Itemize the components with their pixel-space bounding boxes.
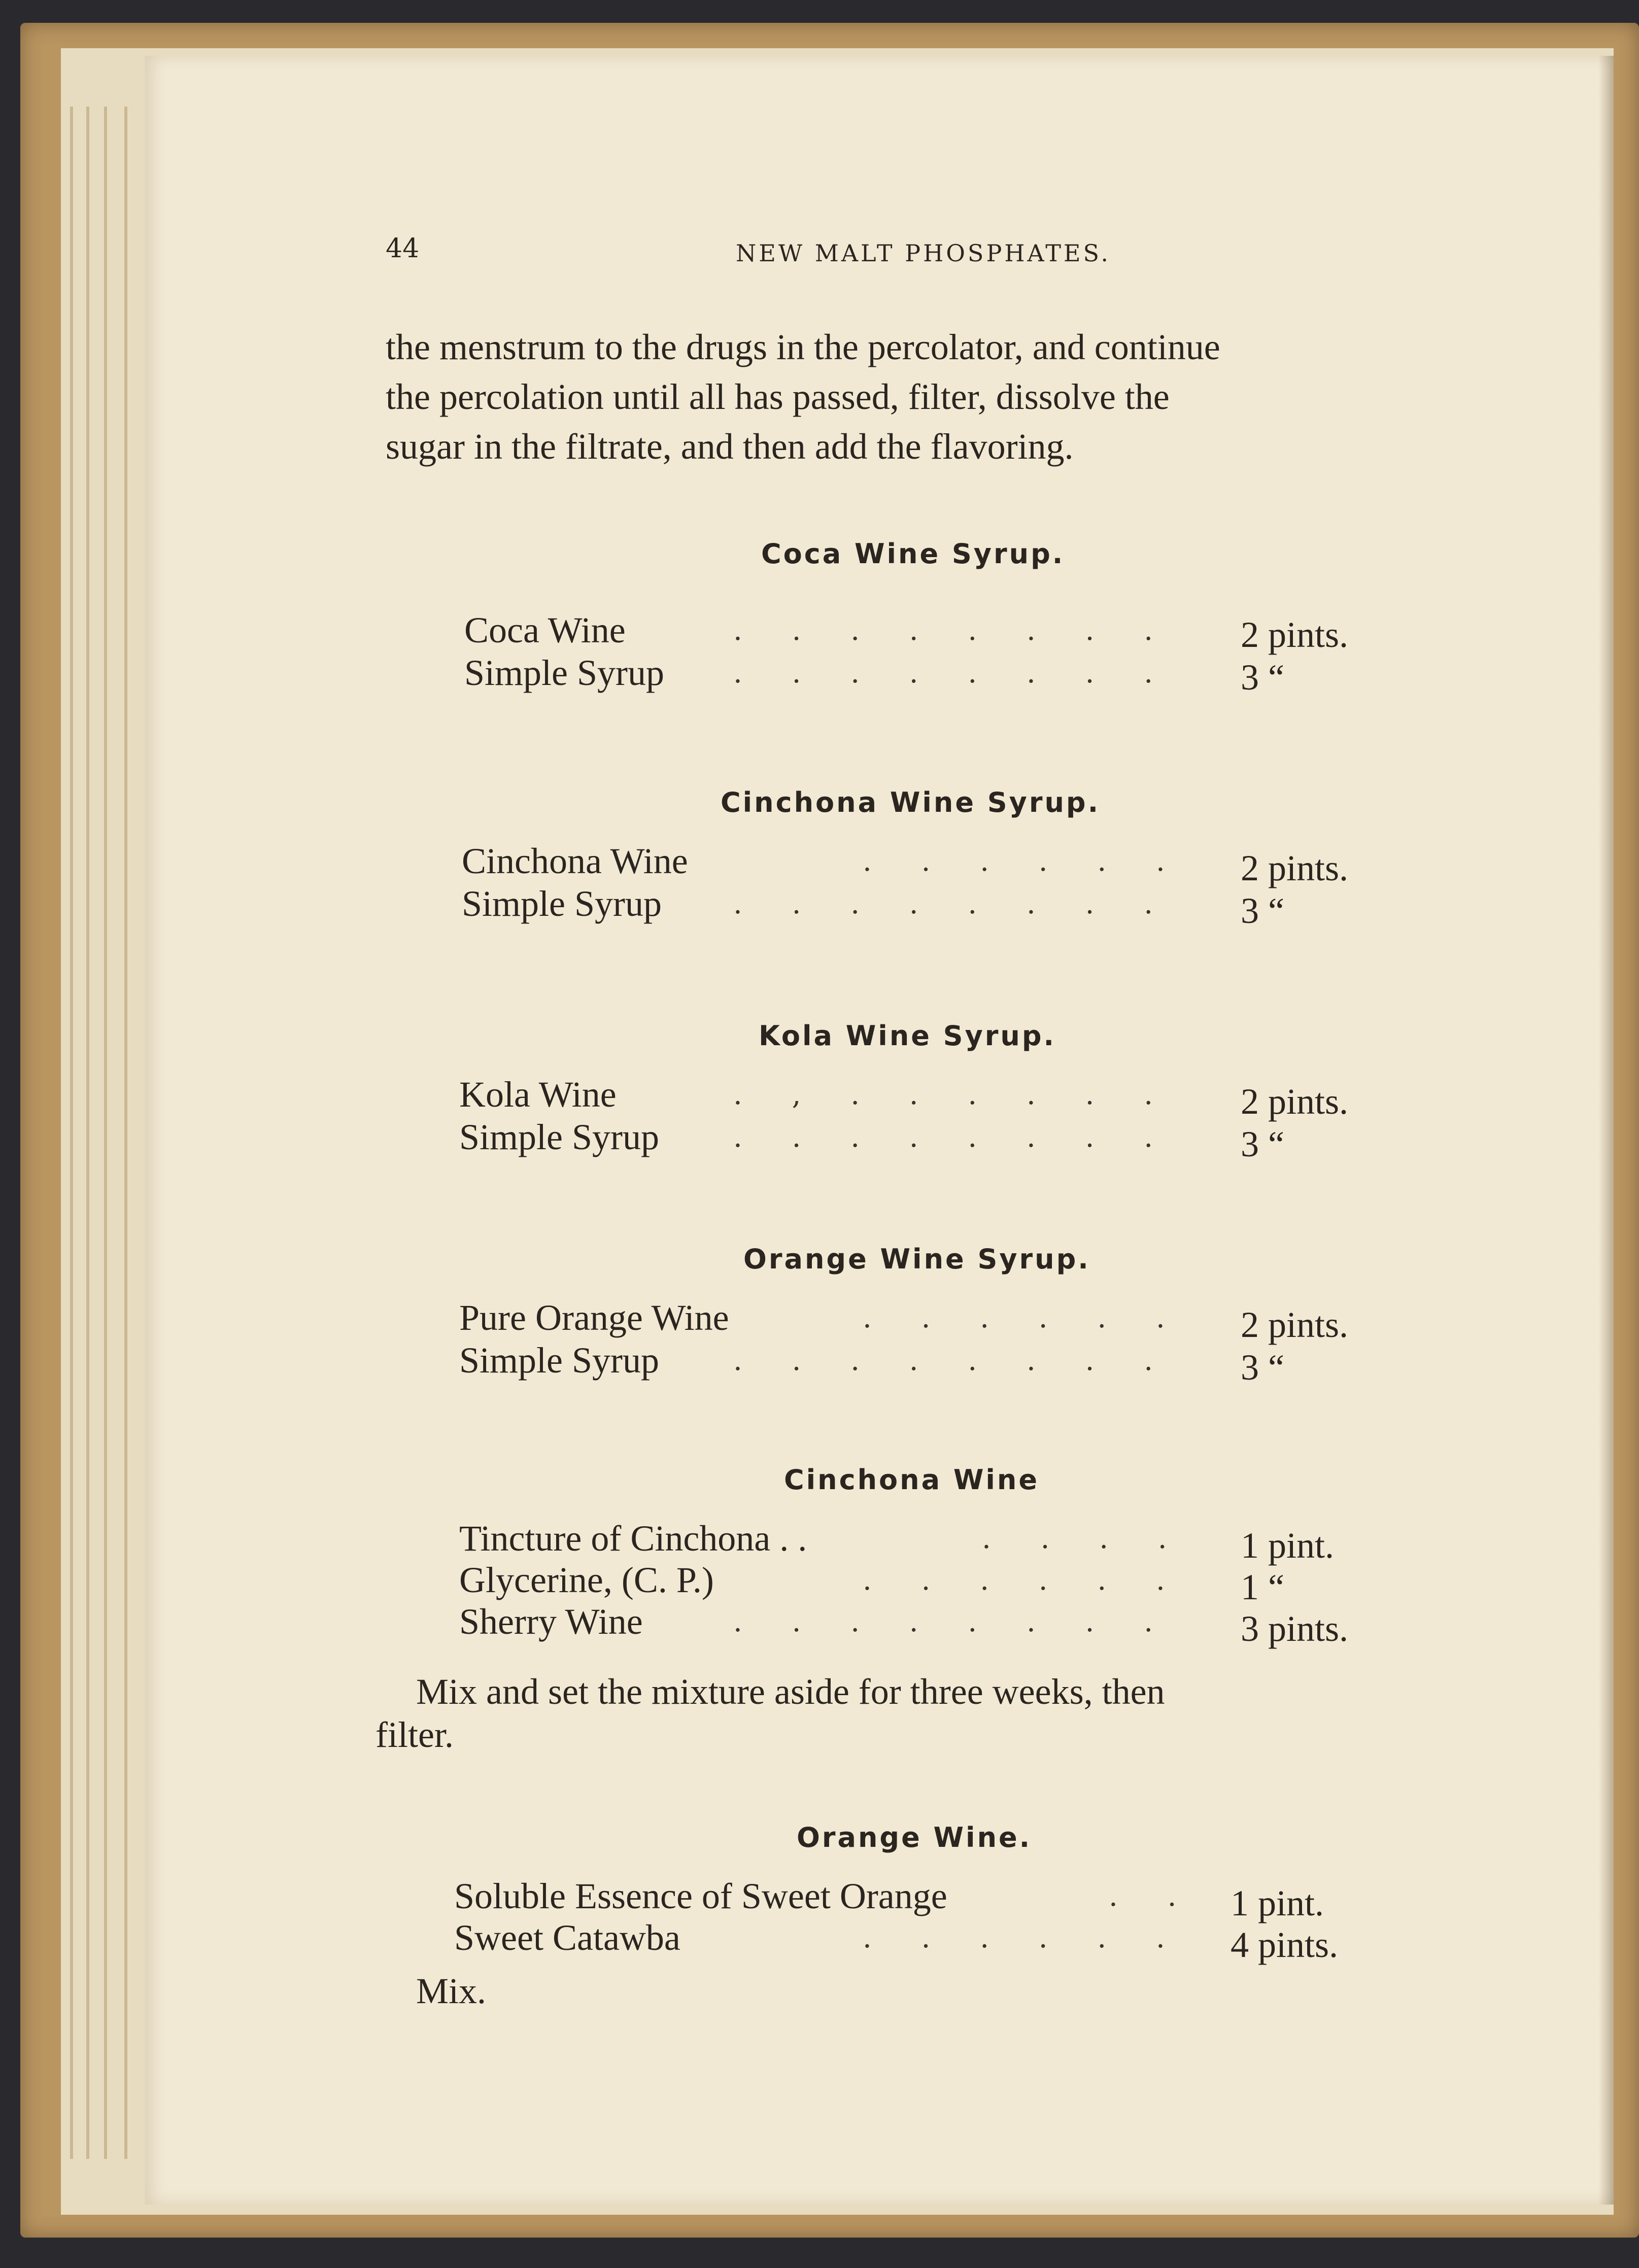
ingredient-name: Kola Wine [459,1074,617,1115]
ingredient-amount: 4 pints. [1231,1925,1339,1965]
leader-dots: . . . . [982,1522,1187,1555]
recipe-title: Orange Wine Syrup. [743,1243,1090,1275]
ingredient-name: Coca Wine [464,610,626,650]
spine-shadow [1598,56,1614,2205]
intro-line: sugar in the filtrate, and then add the flavoring. [386,426,1074,467]
ingredient-amount: 3 “ [1241,890,1284,931]
ingredient-amount: 1 pint. [1231,1883,1324,1923]
ingredient-name: Tincture of Cinchona . . [459,1518,807,1559]
leader-dots: . . . . . . . . [733,1605,1174,1638]
ingredient-name: Simple Syrup [462,883,662,924]
ingredient-amount: 3 “ [1241,1124,1284,1164]
leader-dots: . . . . . . [863,1921,1185,1954]
recipe-title: Orange Wine. [797,1822,1032,1853]
ingredient-name: Soluble Essence of Sweet Orange [454,1876,947,1916]
leader-dots: . . . . . . [863,1564,1185,1597]
page-number: 44 [386,233,420,264]
recipe-note: Mix and set the mixture aside for three weeks, then [416,1671,1165,1712]
ingredient-name: Glycerine, (C. P.) [459,1560,714,1600]
recipe-note: filter. [375,1714,454,1755]
book-page [145,56,1614,2205]
ingredient-amount: 1 pint. [1241,1525,1335,1566]
ingredient-amount: 1 “ [1241,1567,1284,1607]
ingredient-name: Simple Syrup [464,652,665,693]
page-edge-line [70,107,73,2159]
recipe-title: Kola Wine Syrup. [759,1020,1056,1052]
leader-dots: . . . . . . . . [733,614,1174,647]
page-edge-line [104,107,107,2159]
recipe-title: Cinchona Wine Syrup. [721,786,1101,818]
ingredient-name: Pure Orange Wine [459,1297,729,1338]
ingredient-name: Sherry Wine [459,1601,643,1642]
recipe-note: Mix. [416,1971,487,2011]
ingredient-amount: 2 pints. [1241,614,1349,655]
ingredient-amount: 3 “ [1241,1347,1284,1388]
ingredient-name: Simple Syrup [459,1117,660,1157]
recipe-title: Cinchona Wine [784,1464,1039,1496]
page-edge-line [124,107,127,2159]
leader-dots: . . . . . . . . [733,887,1174,920]
ingredient-name: Sweet Catawba [454,1917,680,1958]
ingredient-amount: 3 pints. [1241,1608,1349,1649]
leader-dots: . . . . . . [863,1301,1185,1334]
ingredient-amount: 2 pints. [1241,1304,1349,1345]
leader-dots: . . [1109,1880,1197,1913]
page-edge-line [86,107,89,2159]
ingredient-name: Simple Syrup [459,1340,660,1381]
recipe-title: Coca Wine Syrup. [761,538,1065,570]
running-title: NEW MALT PHOSPHATES. [736,239,1111,267]
leader-dots: . , . . . . . . [733,1078,1174,1111]
leader-dots: . . . . . . . . [733,657,1174,690]
leader-dots: . . . . . . . . [733,1344,1174,1377]
ingredient-name: Cinchona Wine [462,841,688,881]
ingredient-amount: 2 pints. [1241,1081,1349,1122]
leader-dots: . . . . . . . . [733,1121,1174,1154]
intro-line: the menstrum to the drugs in the percolator, and continue [386,327,1220,367]
leader-dots: . . . . . . [863,845,1185,878]
intro-line: the percolation until all has passed, filter, dissolve the [386,376,1170,417]
ingredient-amount: 2 pints. [1241,848,1349,888]
ingredient-amount: 3 “ [1241,657,1284,698]
